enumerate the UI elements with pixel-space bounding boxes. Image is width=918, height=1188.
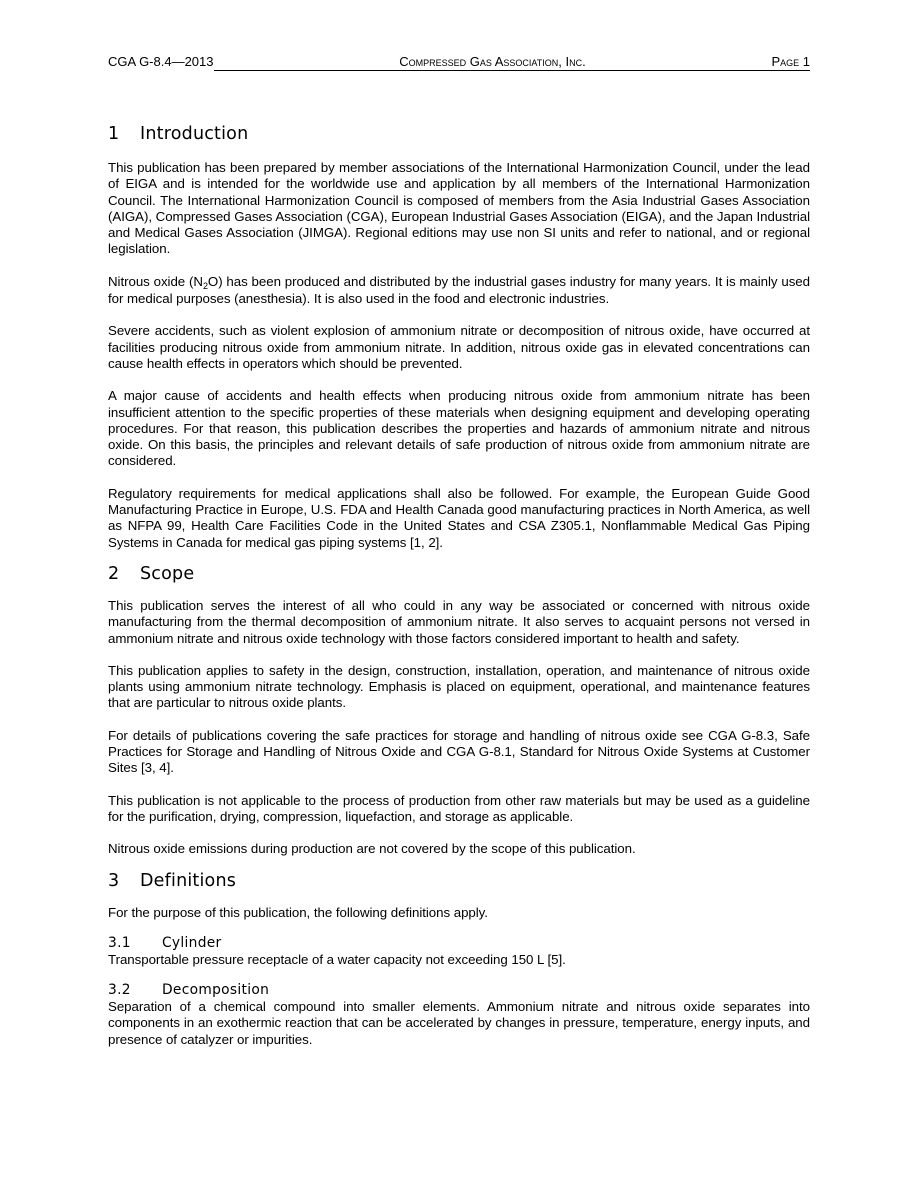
definition-decomposition	[108, 982, 810, 1048]
section-heading-scope	[108, 563, 810, 585]
paragraph: This publication has been prepared by member associations of the International Harmonization Council, under the lead of EIGA and is intended for the worldwide use and application by all members of the International Harmonization Council. The International Harmonization Council is composed of members from the Asia Industrial Gases Association (AIGA), Compressed Gases Association (CGA), European Industrial Gases Association (EIGA), and the Japan Industrial and Medical Gases Association (JIMGA). Regional editions may use non SI units and refer to national, and or regional legislation.	[108, 160, 810, 257]
paragraph: A major cause of accidents and health effects when producing nitrous oxide from ammonium nitrate has been insufficient attention to the specific properties of these materials when designing equipment and developing operating procedures. For that reason, this publication describes the properties and hazards of ammonium nitrate and nitrous oxide. On this basis, the principles and relevant details of safe production of nitrous oxide from ammonium nitrate are considered.	[108, 388, 810, 469]
definition-heading	[108, 935, 810, 952]
paragraph: Nitrous oxide emissions during production are not covered by the scope of this publication.	[108, 841, 636, 857]
section-number: 3	[108, 870, 120, 891]
header-organization: Compressed Gas Association, Inc.	[214, 54, 772, 71]
paragraph: For details of publications covering the safe practices for storage and handling of nitrous oxide see CGA G-8.3, Safe Practices for Storage and Handling of Nitrous Oxide and CGA G-8.1, Standard for Nitrous Oxide Systems at Customer Sites [3, 4].	[108, 727, 810, 776]
definition-text: Transportable pressure receptacle of a water capacity not exceeding 150 L [5].	[108, 951, 566, 967]
section-number: 2	[108, 563, 120, 584]
paragraph: This publication applies to safety in the design, construction, installation, operation, and maintenance of nitrous oxide plants using ammonium nitrate technology. Emphasis is placed on equipment, operational, and maintenance features that are particular to nitrous oxide plants.	[108, 662, 810, 711]
definition-term: Cylinder	[162, 934, 222, 951]
definition-number: 3.2	[108, 982, 131, 999]
definition-heading	[108, 982, 810, 999]
definition-cylinder	[108, 935, 810, 968]
paragraph: This publication is not applicable to the process of production from other raw materials but may be used as a guideline for the purification, drying, compression, liquefaction, and storage as applicable.	[108, 792, 810, 824]
paragraph-nitrous-oxide: Nitrous oxide $(N_2O)$ has been produced and distributed by the industrial gases industry for many years. It is mainly used for medical purposes (anesthesia). It is also used in the food and electronic industries.	[108, 273, 811, 307]
section-number: 1	[108, 124, 120, 144]
section-heading-introduction	[108, 123, 810, 145]
header-document-id: CGA G-8.4—2013	[108, 54, 214, 69]
section-heading-definitions	[108, 870, 810, 892]
section-title: Scope	[140, 563, 195, 584]
subscript: 2	[202, 280, 208, 291]
paragraph: Regulatory requirements for medical applications shall also be followed. For example, the European Guide Good Manufacturing Practice in Europe, U.S. FDA and Health Canada good manufacturing practices in North America, as well as NFPA 99, Health Care Facilities Code in the United States and CSA Z305.1, Nonflammable Medical Gas Piping Systems in Canada for medical gas piping systems [1, 2].	[108, 485, 810, 550]
section-title: Introduction	[140, 124, 249, 144]
paragraph: For the purpose of this publication, the following definitions apply.	[108, 904, 488, 920]
definition-number: 3.1	[108, 934, 131, 951]
definition-term: Decomposition	[162, 982, 270, 999]
paragraph: This publication serves the interest of all who could in any way be associated or concerned with nitrous oxide manufacturing from the thermal decomposition of ammonium nitrate. It also serves to acquaint persons not versed in ammonium nitrate and nitrous oxide technology with those factors considered important to health and safety.	[108, 597, 810, 646]
page-header	[108, 54, 810, 71]
header-page-number: Page 1	[771, 54, 810, 69]
section-title: Definitions	[140, 870, 237, 891]
definition-text: Separation of a chemical compound into smaller elements. Ammonium nitrate and nitrous oxide separates into components in an exothermic reaction that can be accelerated by changes in pressure, temperature, energy inputs, and presence of catalyzer or impurities.	[108, 999, 810, 1047]
document-page	[108, 54, 810, 1062]
paragraph: Severe accidents, such as violent explosion of ammonium nitrate or decomposition of nitrous oxide, have occurred at facilities producing nitrous oxide from ammonium nitrate. In addition, nitrous oxide gas in elevated concentrations can cause health effects in operators which should be prevented.	[108, 323, 810, 371]
